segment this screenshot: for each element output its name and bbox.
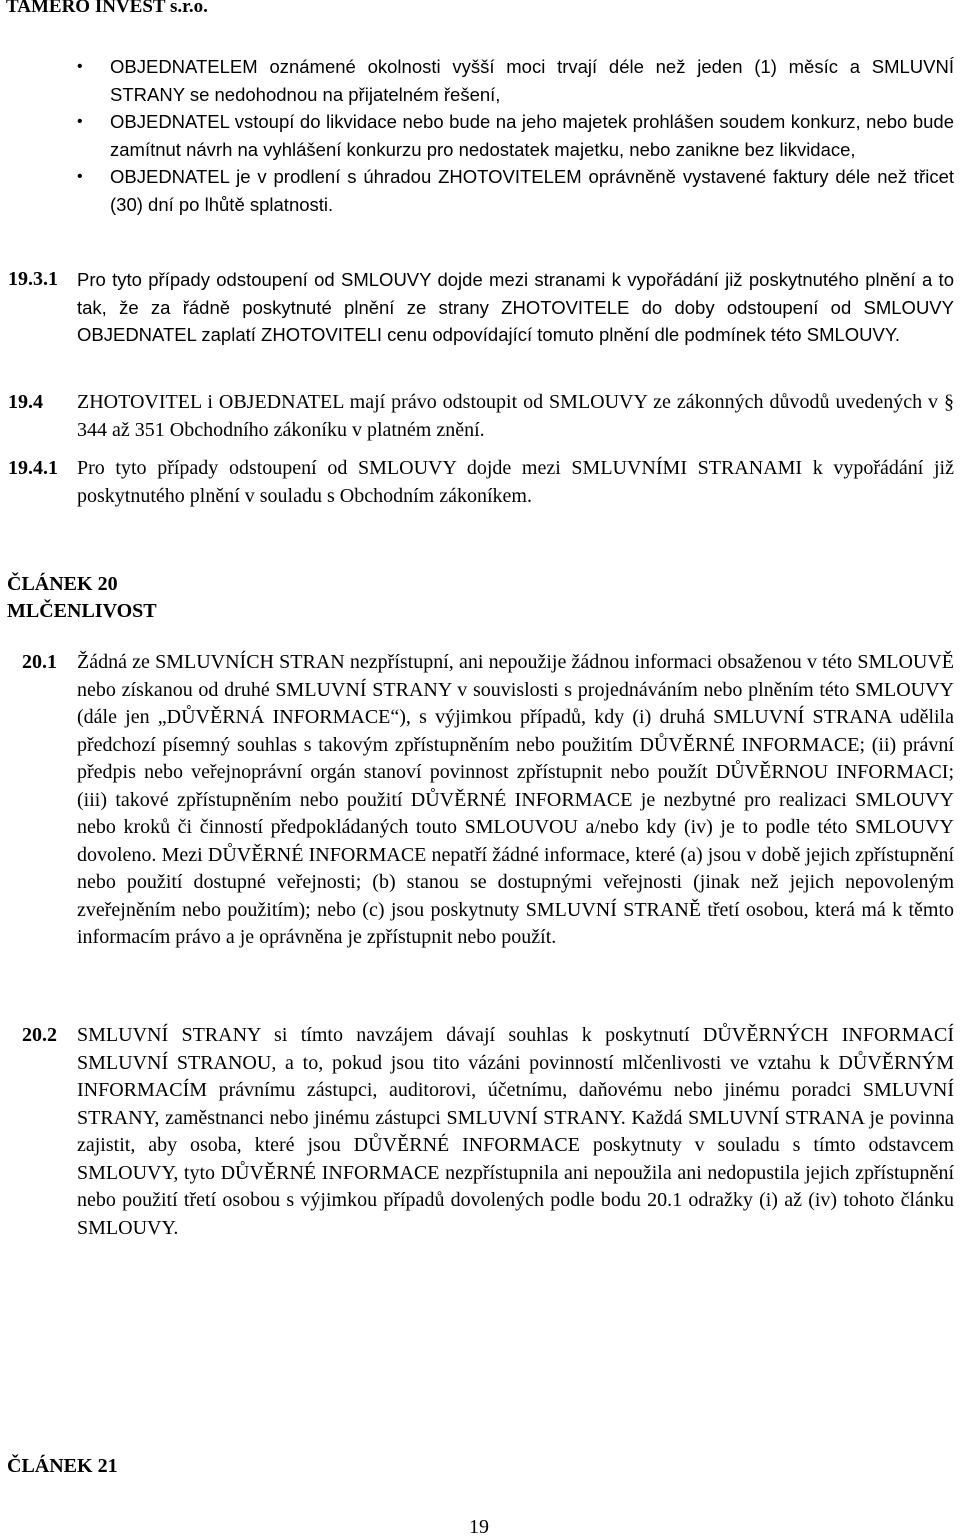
list-item [77, 163, 954, 218]
section-number: 20.1 [22, 651, 57, 673]
section-text: Pro tyto případy odstoupení od SMLOUVY dojde mezi stranami k vypořádání již poskytnutého plnění a to tak, že za řádně poskytnuté plnění ze strany ZHOTOVITELE do doby odstoupení od SMLOUVY OBJEDNATEL zaplatí ZHOTOVITELI cenu odpovídající tomuto plnění dle podmínek této SMLOUVY. [77, 269, 954, 345]
company-header: TAMERO INVEST s.r.o. [6, 0, 208, 17]
section-text: Žádná ze SMLUVNÍCH STRAN nezpřístupní, ani nepoužije žádnou informaci obsaženou v této SMLOUVĚ nebo získanou od druhé SMLUVNÍ STRANY v souvislosti s projednáváním nebo plněním této SMLOUVY (dále jen „DŮVĚRNÁ INFORMACE“), s výjimkou případů, kdy (i) druhá SMLUVNÍ STRANA udělila předchozí písemný souhlas s takovým zpřístupněním nebo použitím DŮVĚRNÉ INFORMACE; (ii) právní předpis nebo veřejnoprávní orgán stanoví povinnost zpřístupnit nebo použít DŮVĚRNOU INFORMACI; (iii) takové zpřístupněním nebo použití DŮVĚRNÉ INFORMACE je nezbytné pro realizaci SMLOUVY nebo kroků či činností předpokládaných touto SMLOUVOU a/nebo kdy (iv) je to podle této SMLOUVY dovoleno. Mezi DŮVĚRNÉ INFORMACE nepatří žádné informace, které (a) jsou v době jejich zpřístupnění nebo použití dostupné veřejnosti; (b) stanou se dostupnými veřejnosti (jinak než jejich nepovoleným zveřejněním nebo použitím); nebo (c) jsou poskytnuty SMLUVNÍ STRANĚ třetí osobou, která má k těmto informacím právo a je oprávněna je zpřístupnit nebo použít. [77, 651, 954, 948]
section-text: Pro tyto případy odstoupení od SMLOUVY dojde mezi SMLUVNÍMI STRANAMI k vypořádání již poskytnutého plnění v souladu s Obchodním zákoníkem. [77, 457, 954, 507]
bullet-list [77, 53, 954, 218]
list-item [77, 108, 954, 163]
section-number: 20.2 [22, 1024, 57, 1046]
bullet-text: OBJEDNATELEM oznámené okolnosti vyšší moci trvají déle než jeden (1) měsíc a SMLUVNÍ STRANY se nedohodnou na přijatelném řešení, [110, 56, 954, 105]
page-number: 19 [469, 1516, 489, 1538]
section-text: ZHOTOVITEL i OBJEDNATEL mají právo odstoupit od SMLOUVY ze zákonných důvodů uvedených v § 344 až 351 Obchodního zákoníku v platném znění. [77, 391, 954, 441]
bullet-icon: • [77, 58, 83, 75]
article-heading [7, 571, 157, 625]
bullet-icon: • [77, 168, 83, 185]
section-number: 19.4.1 [8, 457, 58, 479]
bullet-text: OBJEDNATEL je v prodlení s úhradou ZHOTOVITELEM oprávněně vystavené faktury déle než třicet (30) dní po lhůtě splatnosti. [110, 166, 954, 215]
list-item [77, 53, 954, 108]
bullet-icon: • [77, 113, 83, 130]
article-number: ČLÁNEK 20 [7, 573, 118, 595]
article-title: MLČENLIVOST [7, 600, 157, 622]
article-heading: ČLÁNEK 21 [7, 1455, 118, 1477]
bullet-text: OBJEDNATEL vstoupí do likvidace nebo bude na jeho majetek prohlášen soudem konkurz, nebo bude zamítnut návrh na vyhlášení konkurzu pro nedostatek majetku, nebo zanikne bez likvidace, [110, 111, 954, 160]
section-number: 19.4 [8, 391, 43, 413]
section-number: 19.3.1 [8, 268, 58, 290]
section-text: SMLUVNÍ STRANY si tímto navzájem dávají souhlas k poskytnutí DŮVĚRNÝCH INFORMACÍ SMLUVNÍ STRANOU, a to, pokud jsou tito vázáni povinností mlčenlivosti ve vztahu k DŮVĚRNÝM INFORMACÍM právnímu zástupci, auditorovi, účetnímu, daňovému nebo jinému poradci SMLUVNÍ STRANY, zaměstnanci nebo jinému zástupci SMLUVNÍ STRANY. Každá SMLUVNÍ STRANA je povinna zajistit, aby osoba, které jsou DŮVĚRNÉ INFORMACE poskytnuty v souladu s tímto odstavcem SMLOUVY, tyto DŮVĚRNÉ INFORMACE nezpřístupnila ani nepoužila ani nedopustila jejich zpřístupnění nebo použití třetí osobou s výjimkou případů dovolených podle bodu 20.1 odražky (i) až (iv) tohoto článku SMLOUVY. [77, 1024, 954, 1239]
